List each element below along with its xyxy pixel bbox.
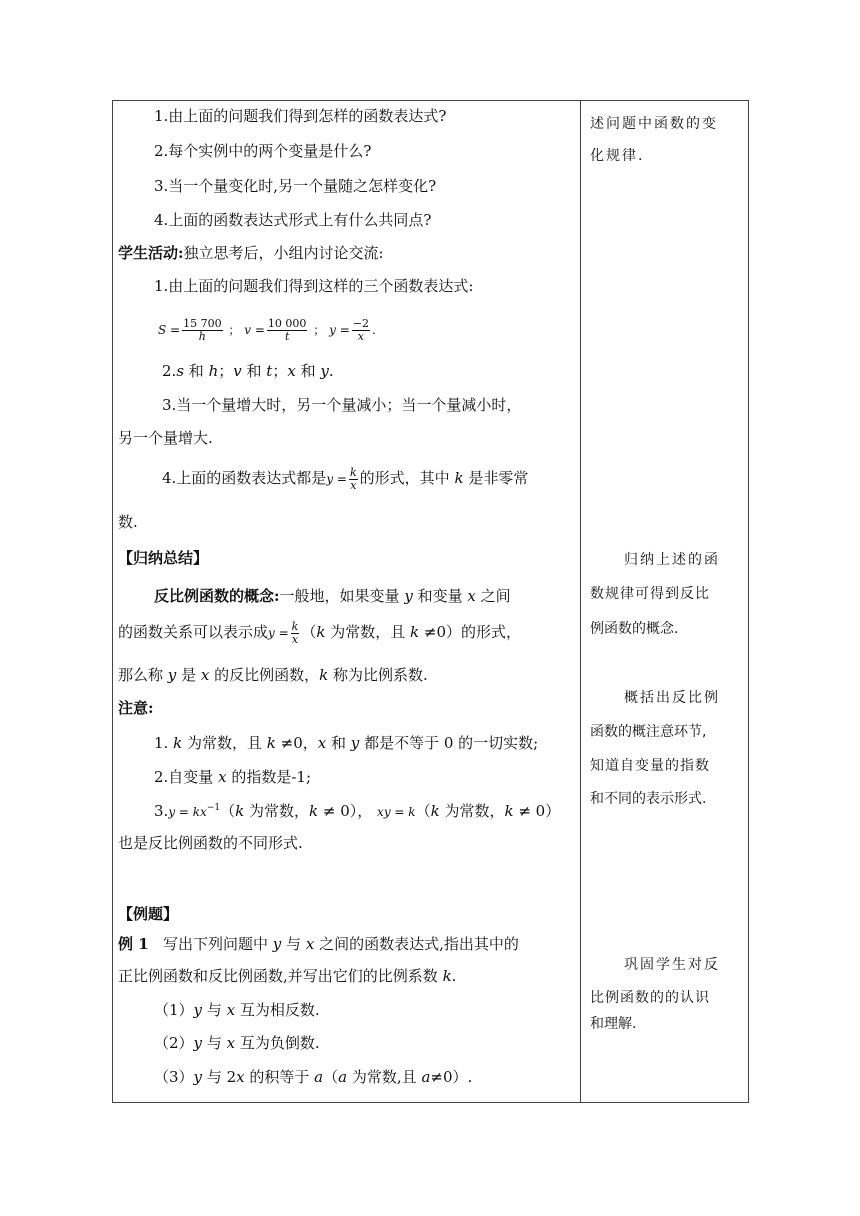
answer-2-sep-2: ； [272,362,288,380]
var-v: v [233,362,242,380]
example-1-line-1 [118,934,519,954]
formula-3-denominator: x [357,330,364,343]
problem-3-text-3: （ [323,1068,339,1086]
problem-2 [154,1033,320,1053]
concept-line-3 [118,665,428,685]
problem-3-text-1: 与 2 [206,1068,237,1086]
answer-4-lhs: y = [326,472,347,486]
note-3-text-6: ≠ 0） [513,802,561,820]
var-s: s [176,362,185,380]
concept-l2-text-1: 的函数关系可以表示成 [118,623,269,641]
formula-sep-2: ； [313,323,326,337]
note-r4-line-3: 和理解. [590,1016,637,1032]
formula-1-denominator: h [198,330,206,343]
problem-1-number: （1） [154,1001,194,1019]
concept-var-x: x [467,587,476,605]
problem-2-x: x [226,1034,236,1052]
problem-3-text-5: ≠0）. [430,1068,473,1086]
note-1 [154,733,538,753]
note-3-k2: k [309,802,319,820]
answer-4-fraction [349,467,358,492]
concept-l3-text-1: 那么称 [118,666,164,684]
note-1-k2: k [266,734,276,752]
problem-2-text-2: 互为负倒数. [239,1034,320,1052]
concept-var-y: y [404,587,413,605]
student-activity-label: 学生活动: [118,244,184,262]
formula-line [158,313,376,347]
concept-l3-k: k [319,666,329,684]
answer-4-line-2: 数. [118,513,138,531]
problem-1 [154,1000,320,1020]
formula-3-end: . [371,323,376,337]
concept-l2-lhs: y = [268,626,289,640]
note-3-text-1: （ [220,802,236,820]
concept-text-1: 一般地，如果变量 [279,587,400,605]
example-1-x: x [305,935,315,953]
problem-2-text-1: 与 [206,1034,222,1052]
note-r3-line-4: 和不同的表示形式. [590,791,707,807]
note-3 [154,798,560,822]
note-r4-line-1: 巩固学生对反 [624,957,720,973]
concept-l2-k1: k [316,623,326,641]
answer-4-denominator: x [350,478,357,492]
note-1-prefix: 1. [154,734,169,752]
problem-3-a1: a [314,1068,324,1086]
note-3-k3: k [430,802,440,820]
answer-2-and-2: 和 [241,362,267,380]
note-r2-line-3: 例函数的概念. [590,621,679,637]
formula-1-lhs: S = [158,323,181,337]
note-1-y: y [350,734,360,752]
formula-1-fraction [182,318,223,343]
problem-2-number: （2） [154,1034,194,1052]
concept-l2-text-2: （ [301,623,317,641]
formula-3-lhs: y = [329,323,350,337]
note-r2-line-2: 数规律可得到反比 [590,586,710,602]
problem-3-text-4: 为常数,且 [351,1068,417,1086]
note-3-text-2: 为常数， [249,802,310,820]
note-3-text-3: ≠ 0）， [318,802,373,820]
answer-4-numerator: k [349,465,357,479]
example-1-k: k [442,967,452,985]
note-r3-line-1: 概括出反比例 [624,690,720,706]
concept-l2-numerator: k [291,619,299,633]
note-3-k4: k [504,802,514,820]
note-3-line-2: 也是反比例函数的不同形式. [118,834,303,852]
concept-text-2: 和变量 [417,587,463,605]
problem-2-y: y [193,1034,203,1052]
note-label: 注意: [118,699,154,717]
note-2-text-1: 2.自变量 [154,768,214,786]
answer-2-sep-1: ； [218,362,234,380]
example-1-y: y [272,935,282,953]
answer-2-and-3: 和 [295,362,321,380]
note-r1-line-1: 述问题中函数的变 [590,116,718,132]
problem-1-x: x [226,1001,236,1019]
note-3-text-5: 为常数， [444,802,505,820]
answer-2-prefix: 2. [162,362,177,380]
concept-l3-text-2: 是 [181,666,197,684]
concept-l3-text-4: 称为比例系数. [333,666,428,684]
question-2: 2.每个实例中的两个变量是什么? [154,142,372,160]
problem-3 [154,1067,472,1087]
answer-3-line-2: 另一个量增大. [118,429,213,447]
note-3-prefix: 3. [154,802,169,820]
answer-2-end: . [328,362,334,380]
problem-3-a3: a [421,1068,431,1086]
problem-1-text-2: 互为相反数. [239,1001,320,1019]
problem-1-text-1: 与 [206,1001,222,1019]
note-3-k1: k [235,802,245,820]
example-1-line-2 [118,966,456,986]
problem-3-y: y [193,1068,203,1086]
concept-l2-text-4: ≠0）的形式， [419,623,522,641]
question-1: 1.由上面的问题我们得到怎样的函数表达式? [154,107,447,125]
answer-4-suffix: 是非零常 [468,469,529,487]
problem-3-a2: a [338,1068,348,1086]
formula-2-fraction [267,318,308,343]
column-divider [580,100,581,1103]
answer-4 [162,460,528,497]
summary-heading: 【归纳总结】 [118,549,209,567]
answer-1: 1.由上面的问题我们得到这样的三个函数表达式: [154,277,474,295]
var-x: x [287,362,296,380]
note-2-text-2: 的指数是-1; [231,768,312,786]
concept-l2-denominator: x [291,632,299,646]
concept-l2-text-3: 为常数，且 [330,623,406,641]
concept-text-3: 之间 [480,587,511,605]
example-heading: 【例题】 [118,905,179,923]
note-3-exponent: −1 [206,803,221,813]
formula-2-numerator: 10 000 [267,317,307,330]
answer-4-k: k [454,469,464,487]
note-1-k: k [173,734,183,752]
student-activity-text: 独立思考后，小组内讨论交流: [183,244,384,262]
note-3-formula-1: y = kx [168,805,207,819]
example-1-text-1: 写出下列问题中 [162,935,268,953]
question-4: 4.上面的函数表达式形式上有什么共同点? [154,211,432,229]
note-2 [154,767,311,787]
concept-l3-y: y [167,666,177,684]
note-1-text-1: 为常数，且 [186,734,262,752]
note-r3-line-3: 知道自变量的指数 [590,758,710,774]
var-y: y [320,362,329,380]
note-1-x: x [317,734,327,752]
example-1-text-2: 与 [286,935,302,953]
formula-3-numerator: −2 [352,317,369,330]
formula-sep-1: ； [228,323,241,337]
note-1-text-2: ≠0， [275,734,318,752]
answer-4-middle: 的形式，其中 [359,469,450,487]
problem-3-number: （3） [154,1068,194,1086]
var-t: t [266,362,273,380]
problem-3-x: x [236,1068,245,1086]
answer-3-line-1: 3.当一个量增大时，另一个量减小；当一个量减小时， [162,396,522,414]
note-3-formula-2: xy = k [377,805,416,819]
student-activity [118,243,384,263]
concept-label: 反比例函数的概念: [154,587,280,605]
concept-l3-text-3: 的反比例函数， [214,666,320,684]
concept-line-1 [154,586,511,606]
example-1-text-3: 之间的函数表达式,指出其中的 [319,935,519,953]
note-2-x: x [218,768,227,786]
note-r1-line-2: 化规律. [590,148,645,164]
formula-3-fraction [352,318,370,343]
problem-3-text-2: 的积等于 [249,1068,310,1086]
concept-l2-k2: k [410,623,420,641]
answer-2-and-1: 和 [184,362,209,380]
note-1-text-3: 和 [331,734,347,752]
note-1-text-4: 都是不等于 0 的一切实数; [364,734,539,752]
answer-4-prefix: 4.上面的函数表达式都是 [162,469,327,487]
example-1-label: 例 1 [118,935,149,953]
example-1-line-2-text: 正比例函数和反比例函数,并写出它们的比例系数 [118,967,438,985]
note-r2-line-1: 归纳上述的函 [624,552,720,568]
question-3: 3.当一个量变化时,另一个量随之怎样变化? [154,177,437,195]
concept-l2-fraction [291,621,300,646]
answer-2 [162,361,334,381]
var-h: h [208,362,219,380]
formula-2-denominator: t [284,330,290,343]
concept-line-2 [118,614,521,651]
problem-1-y: y [193,1001,203,1019]
note-r4-line-2: 比例函数的的认识 [590,990,710,1006]
note-r3-line-2: 函数的概注意环节, [590,724,707,740]
note-3-text-4: （ [415,802,431,820]
formula-1-numerator: 15 700 [183,317,222,330]
formula-2-lhs: v = [244,323,265,337]
concept-l3-x: x [200,666,210,684]
example-1-end: . [451,967,457,985]
